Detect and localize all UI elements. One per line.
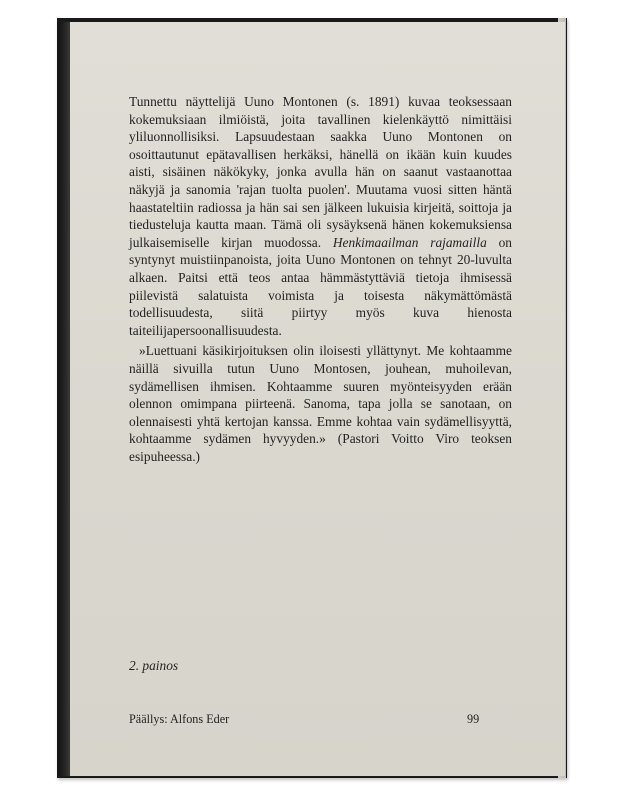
catalog-number: 99 (467, 712, 480, 726)
edition-label: 2. painos (129, 658, 179, 673)
book-edge-left (58, 22, 70, 776)
back-cover (70, 22, 565, 776)
blurb-paragraph-1-end: on syntynyt muistiinpanoista, joita Uuno Montonen on tehnyt 20-luvulta alkaen. Paitsi että teos antaa hämmästyttäviä tietoja ihmisessä piilevistä salatuista voimista ja toisesta näkymättömästä todellisuudesta, siitä piirtyy myös kuva hienosta taiteilijapersoonallisuudesta. (129, 234, 512, 338)
cover-design-credit: Päällys: Alfons Eder (129, 712, 230, 726)
blurb-text (129, 93, 512, 465)
blurb-paragraph-1 (129, 93, 512, 339)
blurb-paragraph-2: »Luettuani käsikirjoituksen olin iloisesti yllättynyt. Me kohtaamme näillä sivuilla tutun Uuno Montosen, jouhean, muhoilevan, sydämellisen ihmisen. Kohtaamme suuren myönteisyyden erään olennon omimpana piirteenä. Sanoma, tapa jolla se sanotaan, on olennaisesti yhtä kertojan kanssa. Emme kohtaa vain sydämellisyyttä, kohtaamme sydämen hyvyyden.» (Pastori Voitto Viro teoksen esipuheessa.) (129, 343, 512, 464)
book-title: Henkimaailman rajamailla (332, 234, 487, 250)
blurb-paragraph-1-start: Tunnettu näyttelijä Uuno Montonen (s. 1891) kuvaa teoksessaan kokemuksiaan ilmiöistä, joita tavallinen kielenkäyttö nimittäisi yliluonnollisiksi. Lapsuudestaan saakka Uuno Montonen on osoittautunut epätavallisen herkäksi, hänellä on ikään kuin kuudes aisti, sisäinen näkökyky, jonka avulla hän on saanut vastaanottaa näkyjä ja sanomia 'rajan tuolta puolen'. Muutama vuosi sitten häntä haastateltiin radiossa ja hän sai sen jälkeen lukuisia kirjeitä, soittoja ja tiedusteluja kautta maan. Tämä oli sysäyksenä hänen kokemuksiensa julkaisemiselle kirjan muodossa. (129, 94, 512, 250)
